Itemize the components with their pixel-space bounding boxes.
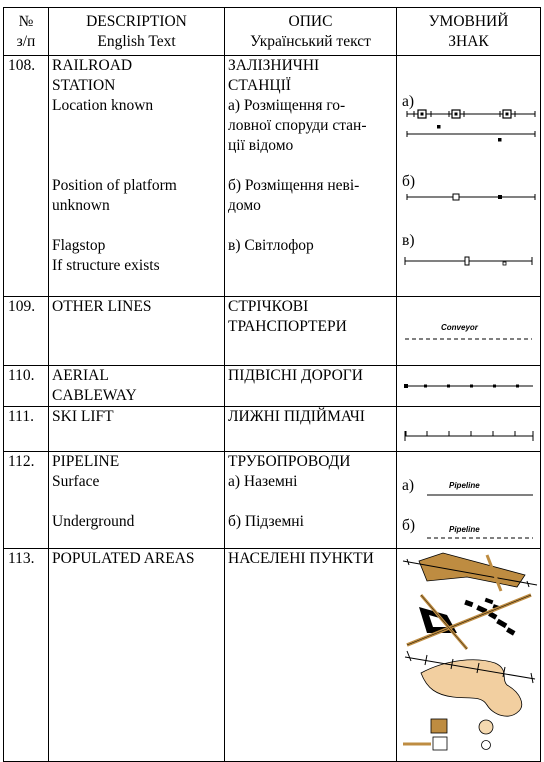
symbol-letter-c: в) [402, 232, 415, 249]
row-en: SKI LIFT [49, 407, 225, 452]
row-num: 109. [4, 297, 49, 366]
row-num: 112. [4, 452, 49, 549]
row-symbol [397, 452, 541, 549]
row-108 [4, 56, 541, 297]
row-111 [4, 407, 541, 452]
row-ua: ЗАЛІЗНИЧНІ СТАНЦІЇ а) Розміщення го- ловної споруди стан- ції відомо б) Розміщення неві- домо в) Світлофор [225, 56, 397, 297]
conveyor-label: Conveyor [441, 323, 478, 332]
row-num: 113. [4, 549, 49, 762]
pipeline-label-underground: Pipeline [449, 525, 480, 534]
header-en: DESCRIPTION English Text [49, 8, 225, 56]
conveyor-symbol [397, 297, 541, 365]
legend-table [3, 7, 541, 762]
row-num: 111. [4, 407, 49, 452]
populated-areas-symbol [397, 549, 541, 761]
header-row [4, 8, 541, 56]
row-112 [4, 452, 541, 549]
row-ua: ПІДВІСНІ ДОРОГИ [225, 366, 397, 407]
row-symbol [397, 407, 541, 452]
row-en: PIPELINE Surface Underground [49, 452, 225, 549]
row-ua: СТРІЧКОВІ ТРАНСПОРТЕРИ [225, 297, 397, 366]
row-ua: ЛИЖНІ ПІДІЙМАЧІ [225, 407, 397, 452]
row-symbol [397, 366, 541, 407]
row-ua: ТРУБОПРОВОДИ а) Наземні б) Підземні [225, 452, 397, 549]
symbol-letter-b: б) [402, 517, 416, 534]
ski-lift-symbol [397, 407, 541, 451]
row-en: OTHER LINES [49, 297, 225, 366]
row-ua: НАСЕЛЕНІ ПУНКТИ [225, 549, 397, 762]
row-en: AERIAL CABLEWAY [49, 366, 225, 407]
row-109 [4, 297, 541, 366]
header-num: № з/п [4, 8, 49, 56]
symbol-letter-a: а) [402, 477, 415, 494]
header-ua: ОПИС Український текст [225, 8, 397, 56]
aerial-cableway-symbol [397, 366, 541, 406]
row-num: 108. [4, 56, 49, 297]
pipeline-symbol [397, 452, 541, 548]
railroad-station-symbol [397, 56, 541, 296]
row-en: POPULATED AREAS [49, 549, 225, 762]
row-113 [4, 549, 541, 762]
symbol-letter-a: а) [402, 93, 415, 110]
header-sym: УМОВНИЙ ЗНАК [397, 8, 541, 56]
row-num: 110. [4, 366, 49, 407]
row-110 [4, 366, 541, 407]
pipeline-label-surface: Pipeline [449, 481, 480, 490]
symbol-letter-b: б) [402, 173, 416, 190]
row-symbol [397, 56, 541, 297]
row-en: RAILROAD STATION Location known Position of platform unknown Flagstop If structure exists [49, 56, 225, 297]
row-symbol [397, 297, 541, 366]
row-symbol [397, 549, 541, 762]
